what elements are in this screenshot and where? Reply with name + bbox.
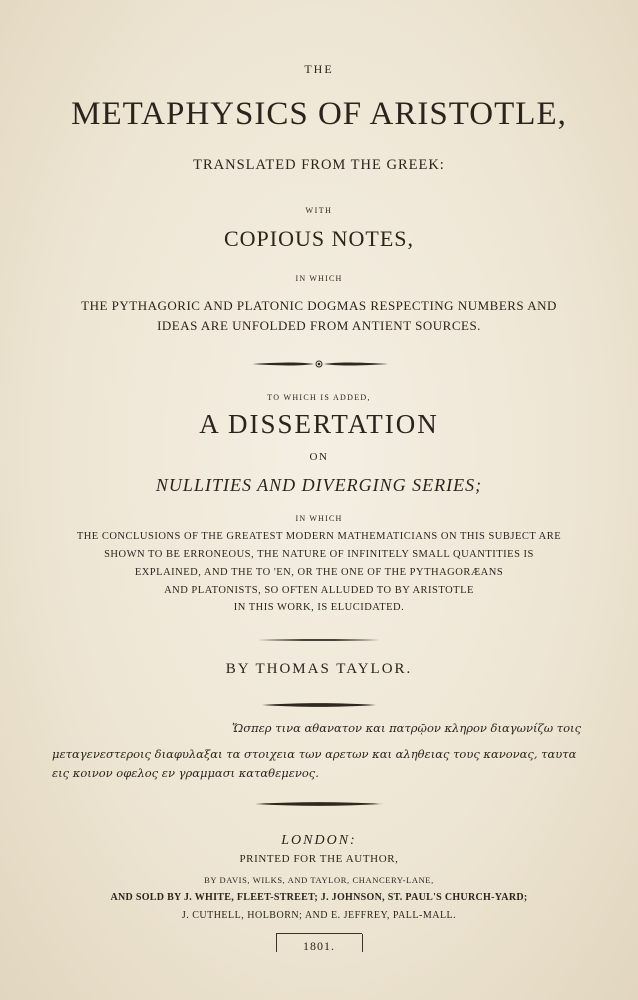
added-label: TO WHICH IS ADDED, <box>267 393 371 402</box>
conclusion-line: THE CONCLUSIONS OF THE GREATEST MODERN MATHEMATICIANS ON THIS SUBJECT ARE <box>76 531 562 542</box>
greek-epigraph-line: Ὥσπερ τινα αθανατον και πατρῷον κληρον διαγωνίζω τοις <box>232 721 582 735</box>
decorative-rule <box>0 632 638 648</box>
imprint-booksellers: J. CUTHELL, HOLBORN; AND E. JEFFREY, PALL-MALL. <box>181 910 457 921</box>
title-the: THE <box>304 62 334 76</box>
nullities-title: NULLITIES AND DIVERGING SERIES; <box>155 475 483 495</box>
greek-epigraph-line: εις κοινον οφελος εν γραμμασι καταθεμενος. <box>52 766 319 780</box>
imprint-city: LONDON: <box>281 833 357 848</box>
subtitle: TRANSLATED FROM THE GREEK: <box>193 157 445 173</box>
in-which-label: IN WHICH <box>295 274 343 283</box>
imprint-sold: AND SOLD BY J. WHITE, FLEET-STREET; J. JOHNSON, ST. PAUL'S CHURCH-YARD; <box>110 892 528 903</box>
imprint-printer: BY DAVIS, WILKS, AND TAYLOR, CHANCERY-LANE, <box>204 875 434 885</box>
conclusion-line: SHOWN TO BE ERRONEOUS, THE NATURE OF INFINITELY SMALL QUANTITIES IS <box>104 549 534 560</box>
description-line: THE PYTHAGORIC AND PLATONIC DOGMAS RESPECTING NUMBERS AND <box>81 298 557 313</box>
main-title: METAPHYSICS OF ARISTOTLE, <box>71 96 567 132</box>
author-line: BY THOMAS TAYLOR. <box>225 661 413 677</box>
conclusion-line: AND PLATONISTS, SO OFTEN ALLUDED TO BY ARISTOTLE <box>164 585 474 596</box>
imprint-year: 1801. <box>303 939 335 953</box>
decorative-rule <box>0 697 638 713</box>
with-label: WITH <box>305 206 333 215</box>
dissertation-title: A DISSERTATION <box>199 409 439 439</box>
decorative-rule <box>0 796 638 812</box>
description-line: IDEAS ARE UNFOLDED FROM ANTIENT SOURCES. <box>157 318 481 333</box>
in-which-label: IN WHICH <box>295 514 343 523</box>
conclusion-line: EXPLAINED, AND THE TO 'EN, OR THE ONE OF THE PYTHAGORÆANS <box>134 567 504 578</box>
year-top-rule <box>276 933 362 934</box>
imprint-printed: PRINTED FOR THE AUTHOR, <box>239 853 399 865</box>
on-label: ON <box>309 451 329 463</box>
greek-epigraph-line: μεταγενεστεροις διαφυλαξαι τα στοιχεια των αρετων και αληθειας τους κανονας, ταυτα <box>52 747 577 761</box>
ornamental-rule <box>0 356 638 372</box>
conclusion-line: IN THIS WORK, IS ELUCIDATED. <box>233 602 405 613</box>
notes-title: COPIOUS NOTES, <box>223 226 415 251</box>
